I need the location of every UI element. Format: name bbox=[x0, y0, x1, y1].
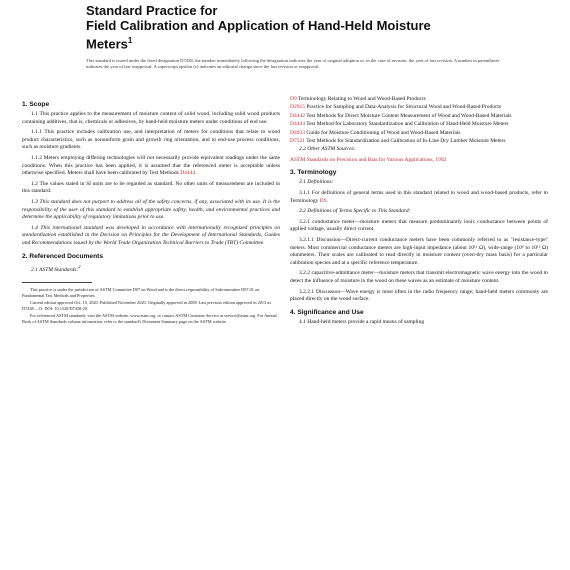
section-scope-heading: 1. Scope bbox=[22, 101, 50, 108]
reference-code: D7521 bbox=[290, 138, 305, 145]
para-2-1 bbox=[22, 263, 280, 274]
other-astm-source-text: ASTM Standards on Precision and Bias for Various Applications, 1992 bbox=[290, 157, 447, 164]
title-footnote-marker: 1 bbox=[127, 36, 133, 45]
left-column bbox=[22, 96, 280, 326]
reference-code: D9 bbox=[290, 96, 297, 102]
reference-title: Practice for Sampling and Data-Analysis for Structural Wood and Wood-Based Products bbox=[306, 104, 502, 111]
reference-title: Test Methods for Direct Moisture Content Measurement of Wood and Wood-Based Materials bbox=[306, 112, 512, 119]
footnote-1-edition: Current edition approved Oct. 15, 2020. Published November 2020. Originally approved in 2008. Last previous edition approved in 2013 as D7438 – 13. DOI: 10.1520/D7438-20. bbox=[22, 300, 271, 311]
reference-item[interactable] bbox=[290, 96, 548, 103]
section-significance-heading: 4. Significance and Use bbox=[290, 308, 364, 316]
para-2-1-text: 2.1 ASTM Standards: bbox=[31, 266, 79, 273]
title-line-3-text: Meters bbox=[86, 36, 128, 52]
footnote-1: This practice is under the jurisdiction of ASTM Committee D07 on Wood and is the direct responsibility of Subcommittee D07.01 on Fundamental Test Methods and Properties. bbox=[22, 286, 260, 298]
para-3-1-1: 3.1.1 For definitions of general terms used in this standard related to wood and wood-based products, refer to Terminology D9. bbox=[290, 190, 548, 204]
para-3-2-1: 3.2.1 conductance meter—moisture meters that measure predominantly ionic conductance between points of applied voltage, usually direct current. bbox=[290, 218, 548, 233]
reference-title: Test Method for Laboratory Standardization and Calibration of Hand-Held Moisture Meters bbox=[306, 121, 509, 128]
para-1-1: 1.1 This practice applies to the measurement of moisture content of solid wood, including solid wood products containing additives, that is, chemicals or adhesives, by hand-held moisture meters under conditions of end use. bbox=[22, 111, 280, 125]
reference-code: D2915 bbox=[290, 104, 305, 111]
title-line-2: Field Calibration and Application of Hand-Held Moisture bbox=[86, 18, 431, 33]
reference-item[interactable] bbox=[290, 121, 548, 128]
para-3-2-2: 3.2.2 capacitive-admittance meter—moisture meters that transmit electromagnetic wave energy into the wood to detect the influence of moisture in the wood on these waves as an estimate of moisture content. bbox=[290, 270, 548, 284]
title-line-3 bbox=[86, 33, 526, 51]
reference-title: Test Methods for Standardization and Calibration of In-Line Dry Lumber Moisture Meters bbox=[306, 138, 506, 145]
para-3-2-2-1: 3.2.2.1 Discussion—Wave energy is most often in the radio frequency range; hand-held meters commonly are placed directly on the wood surface. bbox=[290, 288, 548, 303]
document-title bbox=[86, 3, 526, 51]
reference-title: Terminology Relating to Wood and Wood-Based Products bbox=[298, 96, 426, 102]
footnote-2-marker: 2 bbox=[78, 263, 81, 269]
other-astm-source[interactable] bbox=[290, 157, 548, 164]
para-1-2: 1.2 The values stated in SI units are to be regarded as standard. No other units of measurement are included in this standard. bbox=[22, 180, 280, 195]
para-3-2: 3.2 Definitions of Terms Specific to This Standard: bbox=[299, 208, 411, 215]
reference-item[interactable] bbox=[290, 104, 548, 111]
para-1-1-1: 1.1.1 This practice includes calibration use, and interpretation of meters for conditions that relate to wood product characteristics, such as nonuniform grain and growth ring orientation, and to end-use process conditions, such as moisture gradients. bbox=[22, 129, 280, 151]
para-4-1: 4.1 Hand-held meters provide a rapid means of sampling bbox=[299, 318, 425, 325]
reference-code: D4442 bbox=[290, 112, 305, 119]
para-1-1-2-text: 1.1.2 Meters employing differing technologies will not necessarily provide equivalent readings under the same conditions. When this practice has been applied, it is assumed that the referenced meter is acceptable unless otherwise specified. Meters shall have been calibrated by Test Methods bbox=[22, 154, 280, 177]
para-3-1: 3.1 Definitions: bbox=[299, 179, 334, 186]
footnote-divider bbox=[22, 282, 92, 283]
para-1-4: 1.4 This international standard was developed in accordance with internationally recognized principles on standardization established in the Decision on Principles for the Development of International Standards, Guides and Recommendations issued by the World Trade Organization Technical Barriers to Trade (TBT) Committee. bbox=[22, 224, 280, 246]
reference-item[interactable] bbox=[290, 138, 548, 145]
reference-code: D4933 bbox=[290, 129, 305, 136]
para-3-1-1-text: 3.1.1 For definitions of general terms used in this standard related to wood and wood-based products, refer to Terminology bbox=[290, 190, 548, 204]
para-1-1-2: 1.1.2 Meters employing differing technologies will not necessarily provide equivalent readings under the same conditions. When this practice has been applied, it is assumed that the referenced meter is acceptable unless otherwise specified. Meters shall have been calibrated by Test Methods D4444. bbox=[22, 154, 280, 177]
reference-code: D4444 bbox=[290, 121, 305, 128]
title-line-1: Standard Practice for bbox=[86, 3, 218, 18]
link-d4444[interactable]: D4444 bbox=[180, 170, 196, 177]
link-d9[interactable]: D9 bbox=[319, 197, 327, 204]
section-referenced-documents-heading: 2. Referenced Documents bbox=[22, 252, 103, 260]
reference-item[interactable] bbox=[290, 130, 548, 137]
reference-title: Guide for Moisture Conditioning of Wood and Wood-Based Materials bbox=[306, 129, 461, 136]
right-column bbox=[290, 96, 548, 329]
para-3-2-1-1: 3.2.1.1 Discussion—Direct-current conductance meters have been commonly referred to as "resistance-type" meters. Most commercial conductance meters are high-input impedance (about 10¹² Ω), wide-range (10⁶ to 10¹² Ω) ohmmeters. Their scales are calibrated to read directly in moisture content (oven-dry mass basis) for a particular calibration species and at a specific reference temperature. bbox=[290, 237, 548, 266]
section-terminology-heading: 3. Terminology bbox=[290, 169, 337, 177]
footnote-2: For referenced ASTM standards, visit the ASTM website, www.astm.org, or contact ASTM Customer Service at service@astm.org. For Annual Book of ASTM Standards volume information, refer to the standard's Document Summary page on the ASTM website. bbox=[22, 313, 277, 324]
para-1-3: 1.3 This standard does not purport to address all of the safety concerns, if any, associated with its use. It is the responsibility of the user of this standard to establish appropriate safety, health, and environmental practices and determine the applicability of regulatory limitations prior to use. bbox=[22, 198, 280, 221]
designation-notice: This standard is issued under the fixed designation D7438; the number immediately following the designation indicates the year of original adoption or, in the case of revision, the year of last revision. A number in parentheses indicates the year of last reapproval. A superscript epsilon (ε) indicates an editorial change since the last revision or reapproval. bbox=[86, 58, 500, 69]
reference-item[interactable] bbox=[290, 113, 548, 120]
reference-list bbox=[290, 96, 548, 145]
para-2-2: 2.2 Other ASTM Sources: bbox=[299, 146, 356, 153]
